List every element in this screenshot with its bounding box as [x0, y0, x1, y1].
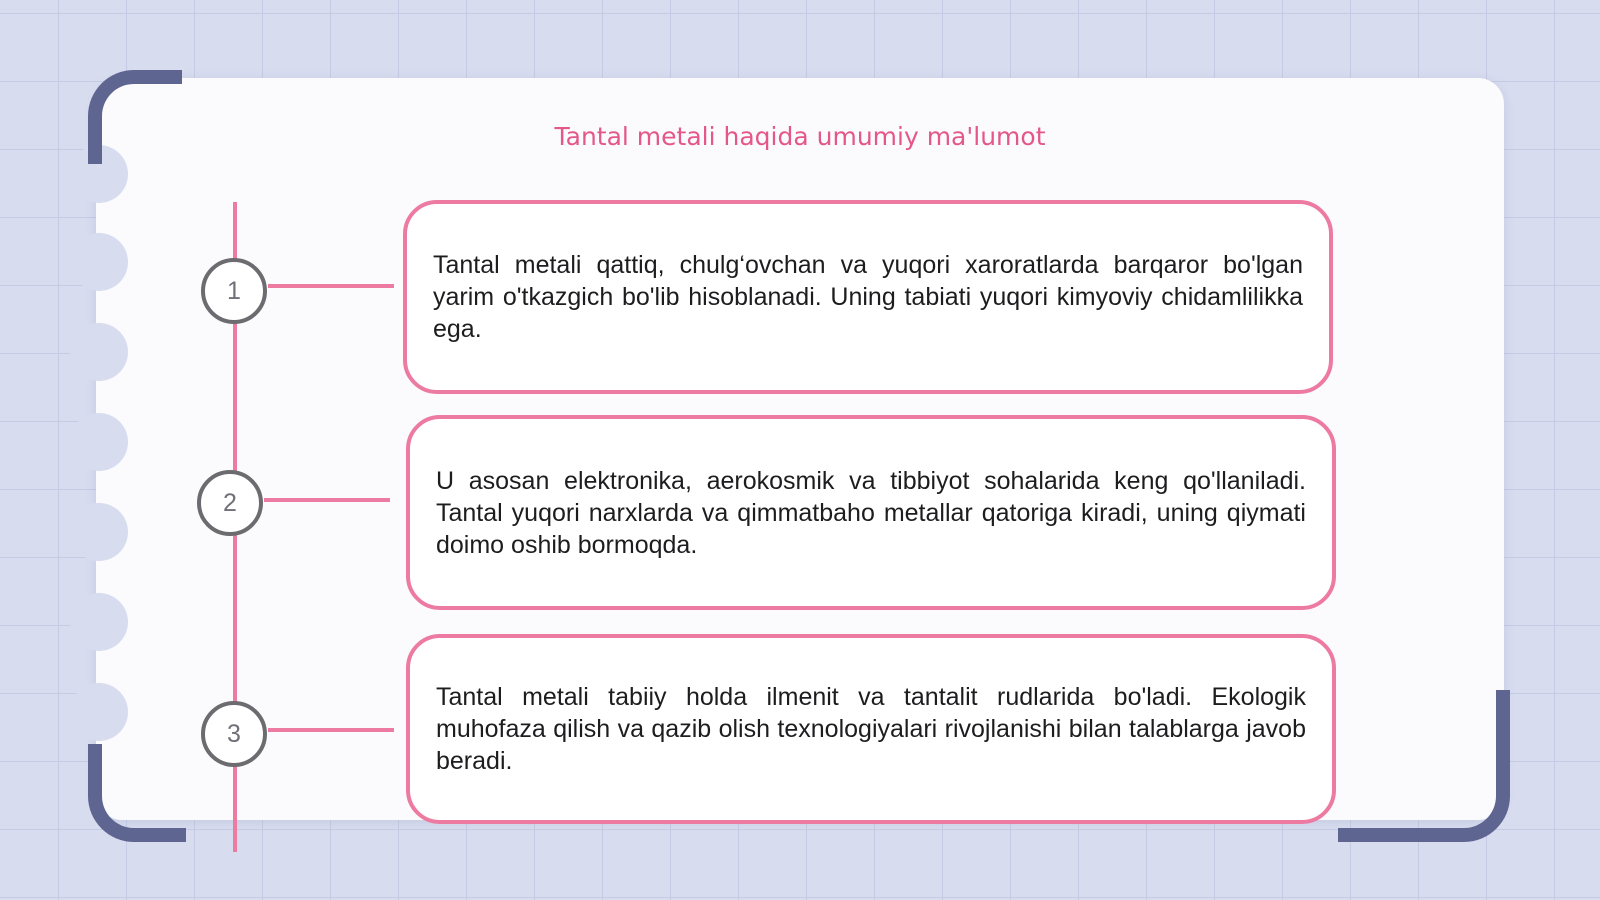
info-card-text: Tantal metali tabiiy holda ilmenit va tantalit rudlarida bo'ladi. Ekologik muhofaza qilish va qazib olish texnologiyalari rivojlanishi bilan talablarga javob beradi.	[436, 683, 1306, 775]
step-number-2: 2	[197, 470, 263, 536]
frame-corner-bottom-right	[1338, 690, 1510, 842]
info-card-2	[406, 415, 1336, 610]
frame-corner-bottom-left	[88, 744, 186, 842]
info-card-text: Tantal metali qattiq, chulg‘ovchan va yuqori xaroratlarda barqaror bo'lgan yarim o'tkazgich bo'lib hisoblanadi. Uning tabiati yuqori kimyoviy chidamlilikka ega.	[433, 251, 1303, 343]
timeline-connector	[268, 728, 394, 732]
page-title: Tantal metali haqida umumiy ma'lumot	[554, 122, 1046, 151]
info-card-3	[406, 634, 1336, 824]
info-card-1	[403, 200, 1333, 394]
step-number-3: 3	[201, 701, 267, 767]
paper-edge-notch	[70, 503, 128, 561]
paper-edge-notch	[70, 233, 128, 291]
timeline-connector	[264, 498, 390, 502]
paper-edge-notch	[70, 593, 128, 651]
paper-edge-notch	[70, 413, 128, 471]
info-card-text: U asosan elektronika, aerokosmik va tibbiyot sohalarida keng qo'llaniladi. Tantal yuqori narxlarda va qimmatbaho metallar qatoriga kiradi, uning qiymati doimo oshib bormoqda.	[436, 466, 1306, 559]
paper-edge-notch	[70, 683, 128, 741]
timeline-connector	[268, 284, 394, 288]
step-number-1: 1	[201, 258, 267, 324]
paper-edge-notch	[70, 323, 128, 381]
